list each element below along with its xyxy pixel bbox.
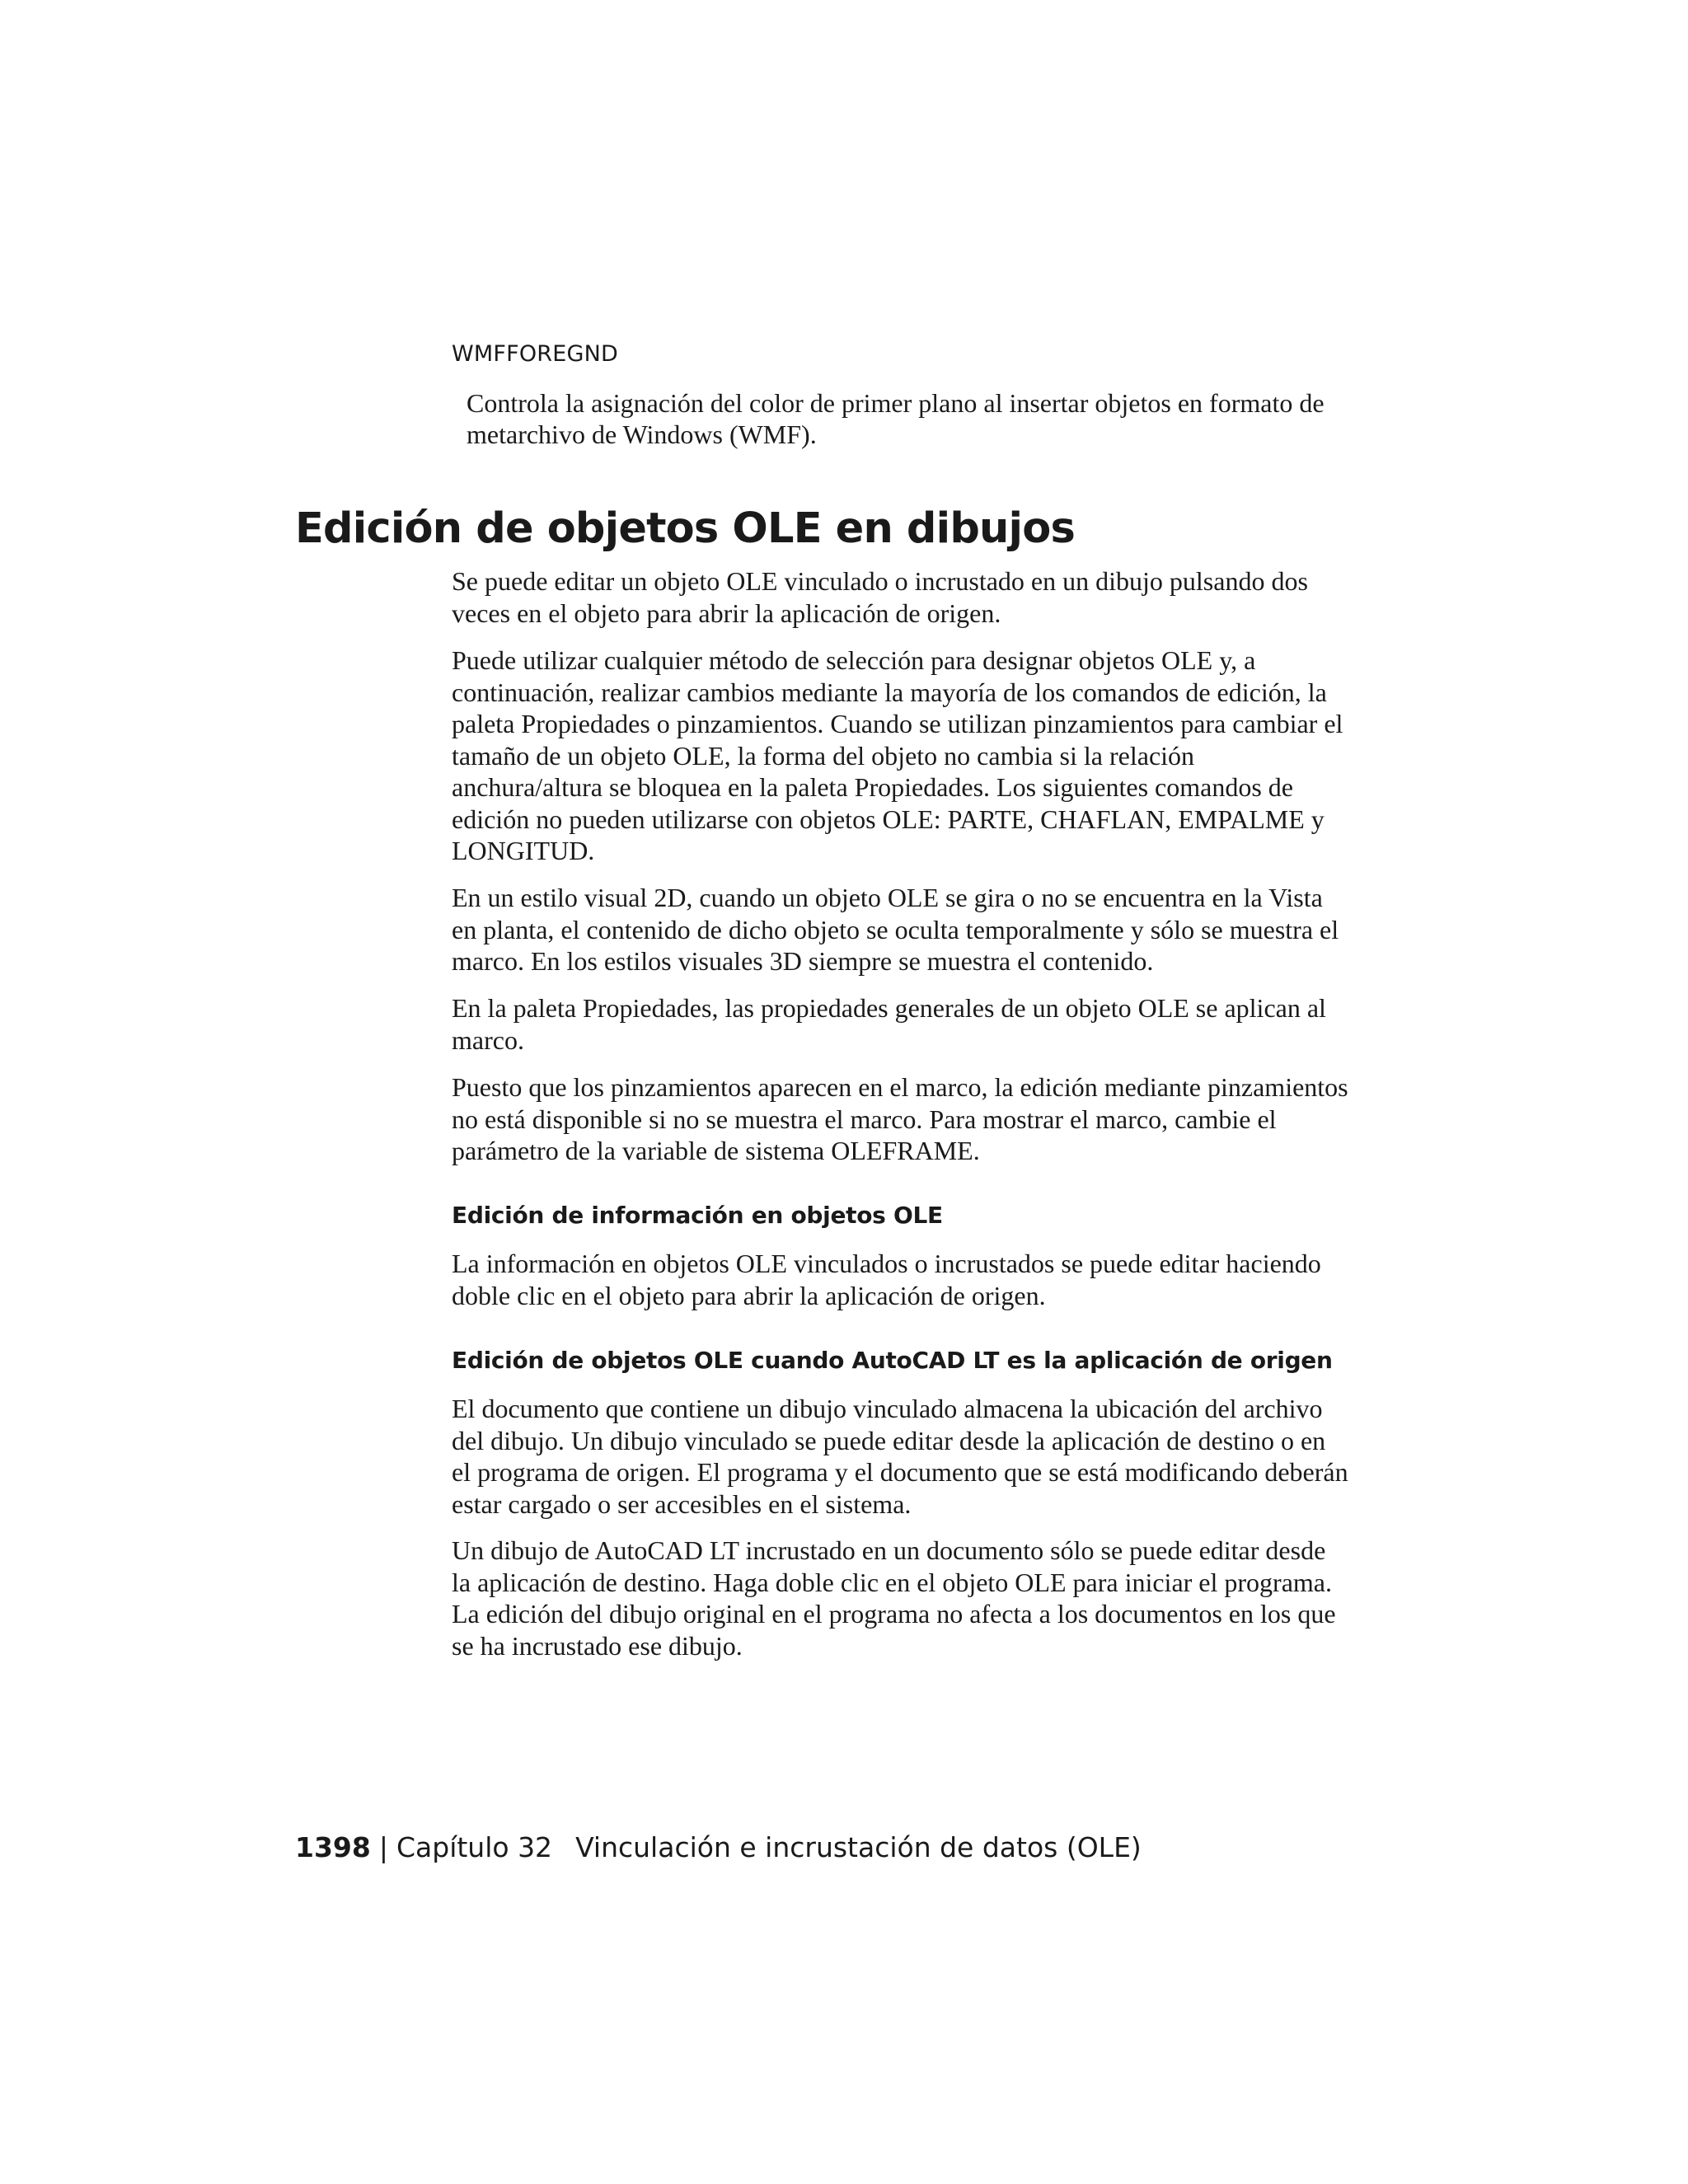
- footer-separator: |: [378, 1831, 388, 1863]
- term-name: WMFFOREGND: [452, 341, 619, 367]
- subsection-heading: Edición de objetos OLE cuando AutoCAD LT es la aplicación de origen: [452, 1347, 1333, 1374]
- term-description: Controla la asignación del color de primer plano al insertar objetos en formato de metarchivo de Windows (WMF).: [467, 388, 1325, 449]
- subsection-heading: Edición de información en objetos OLE: [452, 1202, 943, 1229]
- section-heading: Edición de objetos OLE en dibujos: [295, 504, 1076, 553]
- section-paragraph: En la paleta Propiedades, las propiedades generales de un objeto OLE se aplican al marco.: [452, 993, 1326, 1055]
- section-paragraph: En un estilo visual 2D, cuando un objeto OLE se gira o no se encuentra en la Vista en planta, el contenido de dicho objeto se oculta temporalmente y sólo se muestra el marco. En los estilos visuales 3D siempre se muestra el contenido.: [452, 883, 1339, 976]
- subsection-paragraph: Un dibujo de AutoCAD LT incrustado en un documento sólo se puede editar desde la aplicación de destino. Haga doble clic en el objeto OLE para iniciar el programa. La edición del dibujo original en el programa no afecta a los documentos en los que se ha incrustado ese dibujo.: [452, 1535, 1336, 1661]
- chapter-title: Vinculación e incrustación de datos (OLE): [575, 1831, 1142, 1863]
- page-footer: [295, 1831, 1142, 1863]
- section-paragraph: Se puede editar un objeto OLE vinculado o incrustado en un dibujo pulsando dos veces en el objeto para abrir la aplicación de origen.: [452, 566, 1308, 628]
- chapter-label: Capítulo 32: [396, 1831, 553, 1863]
- subsection-paragraph: El documento que contiene un dibujo vinculado almacena la ubicación del archivo del dibujo. Un dibujo vinculado se puede editar desde la aplicación de destino o en el programa de origen. El programa y el documento que se está modificando deberán estar cargado o ser accesibles en el sistema.: [452, 1394, 1348, 1519]
- section-paragraph: Puesto que los pinzamientos aparecen en el marco, la edición mediante pinzamientos no está disponible si no se muestra el marco. Para mostrar el marco, cambie el parámetro de la variable de sistema OLEFRAME.: [452, 1072, 1348, 1165]
- section-paragraph: Puede utilizar cualquier método de selección para designar objetos OLE y, a continuación, realizar cambios mediante la mayoría de los comandos de edición, la paleta Propiedades o pinzamientos. Cuando se utilizan pinzamientos para cambiar el tamaño de un objeto OLE, la forma del objeto no cambia si la relación anchura/altura se bloquea en la paleta Propiedades. Los siguientes comandos de edición no pueden utilizarse con objetos OLE: PARTE, CHAFLAN, EMPALME y LONGITUD.: [452, 645, 1343, 865]
- page-number: 1398: [295, 1831, 371, 1863]
- subsection-paragraph: La información en objetos OLE vinculados o incrustados se puede editar haciendo doble clic en el objeto para abrir la aplicación de origen.: [452, 1249, 1321, 1310]
